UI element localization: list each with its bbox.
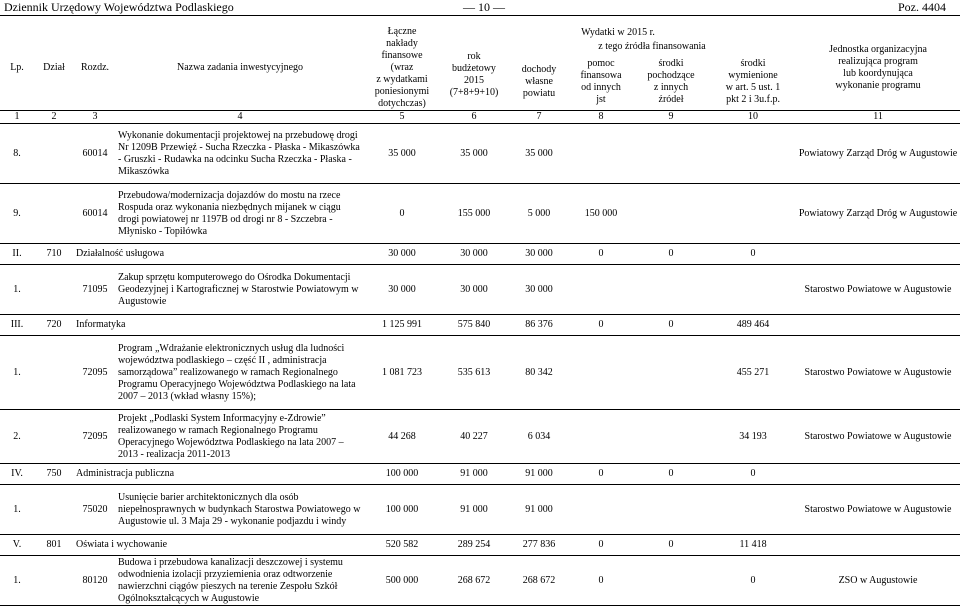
header-line: pkt 2 i 3u.f.p. <box>726 94 780 106</box>
position-number: Poz. 4404 <box>898 0 946 14</box>
amount-cell: 0 <box>632 464 710 485</box>
amount-cell: 268 672 <box>440 556 508 606</box>
header-srodki-wymienione <box>710 55 796 111</box>
table-row <box>0 265 960 315</box>
header-line: powiatu <box>522 88 556 100</box>
amount-cell: 1 125 991 <box>364 315 440 336</box>
header-line: lub koordynująca <box>843 68 913 79</box>
header-pomoc <box>570 55 632 111</box>
amount-cell: 277 836 <box>508 535 570 556</box>
amount-cell: 1 081 723 <box>364 336 440 410</box>
amount-cell: 80 342 <box>508 336 570 410</box>
header-line: jst <box>596 94 606 106</box>
section-title: Administracja publiczna <box>74 464 364 485</box>
header-line: poniesionymi <box>374 86 430 97</box>
header-rozdz: Rozdz. <box>80 62 110 73</box>
amount-cell: 35 000 <box>440 124 508 184</box>
header-line: nakłady <box>386 38 418 49</box>
amount-cell <box>632 485 710 535</box>
header-nazwa: Nazwa zadania inwestycyjnego <box>176 62 304 73</box>
header-dzial: Dział <box>43 62 65 73</box>
responsible-unit: Starostwo Powiatowe w Augustowie <box>796 336 960 410</box>
column-number: 1 <box>0 111 34 124</box>
row-dzial <box>34 336 74 410</box>
header-line: wykonanie programu <box>835 80 921 91</box>
row-dzial <box>34 485 74 535</box>
row-rozdz: 71095 <box>74 265 116 315</box>
header-line: pochodzące <box>647 70 695 82</box>
amount-cell: 0 <box>364 184 440 244</box>
responsible-unit: Powiatowy Zarząd Dróg w Augustowie <box>796 124 960 184</box>
amount-cell <box>710 485 796 535</box>
header-line: Jednostka organizacyjna <box>829 44 927 55</box>
task-name: Wykonanie dokumentacji projektowej na przebudowę drogi Nr 1209B Przewięź - Sucha Rzeczka - Płaska - Mikaszówka - Gruszki - Rudawka na odcinku Sucha Rzeczka - Płaska - Mikaszówka <box>116 124 364 184</box>
header-line: (wraz <box>390 62 414 73</box>
amount-cell: 575 840 <box>440 315 508 336</box>
header-srodki-pochodzace <box>632 55 710 111</box>
task-name: Zakup sprzętu komputerowego do Ośrodka Dokumentacji Geodezyjnej i Kartograficznej w Starostwie Powiatowym w Augustowie <box>116 265 364 315</box>
task-name: Budowa i przebudowa kanalizacji deszczowej i systemu odwodnienia izolacji przyziemienia oraz odtworzenie nawierzchni ciągów pieszych na terenie Zespołu Szkół Ogólnokształcących w Augustowie <box>116 556 364 606</box>
amount-cell: 30 000 <box>364 244 440 265</box>
header-rok <box>440 39 508 111</box>
amount-cell: 35 000 <box>364 124 440 184</box>
header-line: od innych <box>581 82 621 94</box>
header-line: wymienione <box>728 70 778 82</box>
responsible-unit <box>796 464 960 485</box>
amount-cell <box>570 410 632 464</box>
amount-cell: 455 271 <box>710 336 796 410</box>
table-row <box>0 485 960 535</box>
amount-cell: 5 000 <box>508 184 570 244</box>
amount-cell: 155 000 <box>440 184 508 244</box>
row-rozdz: 60014 <box>74 184 116 244</box>
task-name: Program „Wdrażanie elektronicznych usług dla ludności województwa podlaskiego – część II , administracja samorządowa” realizowanego w ramach Regionalnego Programu Operacyjnego Województwa Podlaskiego na lata 2007 – 2013 (wkład własny 15%); <box>116 336 364 410</box>
journal-title: Dziennik Urzędowy Województwa Podlaskiego <box>4 0 234 14</box>
responsible-unit: Starostwo Powiatowe w Augustowie <box>796 410 960 464</box>
amount-cell <box>632 556 710 606</box>
responsible-unit: Powiatowy Zarząd Dróg w Augustowie <box>796 184 960 244</box>
column-number: 8 <box>570 111 632 124</box>
column-number: 7 <box>508 111 570 124</box>
amount-cell: 91 000 <box>508 464 570 485</box>
table-row <box>0 184 960 244</box>
row-rozdz: 72095 <box>74 410 116 464</box>
task-name: Przebudowa/modernizacja dojazdów do mostu na rzece Rospuda oraz wykonania niezbędnych mijanek w ciągu drogi powiatowej nr 1197B od drogi nr 8 - Szczebra - Młynisko - Topiłówka <box>116 184 364 244</box>
amount-cell: 0 <box>570 464 632 485</box>
table-row <box>0 410 960 464</box>
amount-cell: 500 000 <box>364 556 440 606</box>
section-title: Oświata i wychowanie <box>74 535 364 556</box>
amount-cell <box>570 485 632 535</box>
amount-cell: 40 227 <box>440 410 508 464</box>
amount-cell: 0 <box>570 556 632 606</box>
responsible-unit: Starostwo Powiatowe w Augustowie <box>796 265 960 315</box>
amount-cell: 489 464 <box>710 315 796 336</box>
column-number: 9 <box>632 111 710 124</box>
amount-cell <box>710 265 796 315</box>
amount-cell <box>632 184 710 244</box>
responsible-unit: ZSO w Augustowie <box>796 556 960 606</box>
column-number: 5 <box>364 111 440 124</box>
row-dzial: 720 <box>34 315 74 336</box>
amount-cell: 30 000 <box>440 265 508 315</box>
amount-cell: 91 000 <box>440 464 508 485</box>
row-rozdz: 75020 <box>74 485 116 535</box>
amount-cell <box>710 124 796 184</box>
responsible-unit: Starostwo Powiatowe w Augustowie <box>796 485 960 535</box>
amount-cell: 0 <box>710 464 796 485</box>
task-name: Usunięcie barier architektonicznych dla osób niepełnosprawnych w budynkach Starostwa Powiatowego w Augustowie ul. 3 Maja 29 - wykonanie podjazdu i windy <box>116 485 364 535</box>
amount-cell <box>632 336 710 410</box>
header-line: 2015 <box>464 74 484 86</box>
amount-cell <box>570 336 632 410</box>
amount-cell: 0 <box>632 535 710 556</box>
row-lp: 1. <box>0 336 34 410</box>
amount-cell: 91 000 <box>508 485 570 535</box>
amount-cell <box>632 124 710 184</box>
header-line: (7+8+9+10) <box>449 86 499 98</box>
table-body <box>0 124 960 606</box>
row-dzial <box>34 124 74 184</box>
page-number: — 10 — <box>463 0 505 14</box>
row-dzial <box>34 556 74 606</box>
table-row <box>0 336 960 410</box>
amount-cell: 30 000 <box>508 244 570 265</box>
amount-cell: 34 193 <box>710 410 796 464</box>
row-dzial: 750 <box>34 464 74 485</box>
table-row <box>0 556 960 606</box>
amount-cell: 100 000 <box>364 464 440 485</box>
header-line: źródeł <box>658 94 684 106</box>
amount-cell <box>570 124 632 184</box>
header-line: rok <box>467 50 481 62</box>
amount-cell: 30 000 <box>440 244 508 265</box>
header-line: z innych <box>653 82 689 94</box>
header-line: realizująca program <box>838 56 918 67</box>
header-z-tego: z tego źródła finansowania <box>598 40 706 52</box>
header-line: pomoc <box>587 58 615 70</box>
column-numbers-row <box>0 111 960 124</box>
task-name: Projekt „Podlaski System Informacyjny e-Zdrowie” realizowanego w ramach Regionalnego Programu Operacyjnego Województwa Podlaskiego na lata 2007 – 2013 - realizacja 2011-2013 <box>116 410 364 464</box>
header-line: finansowa <box>580 70 622 82</box>
row-lp: 1. <box>0 265 34 315</box>
header-line: budżetowy <box>452 62 496 74</box>
amount-cell: 91 000 <box>440 485 508 535</box>
header-rule <box>0 15 960 16</box>
header-line: z wydatkami <box>376 74 428 85</box>
section-row <box>0 244 960 265</box>
row-rozdz: 80120 <box>74 556 116 606</box>
amount-cell <box>570 265 632 315</box>
amount-cell: 11 418 <box>710 535 796 556</box>
row-lp: V. <box>0 535 34 556</box>
amount-cell: 100 000 <box>364 485 440 535</box>
header-jednostka <box>796 26 960 111</box>
header-dochody <box>508 55 570 111</box>
investment-table <box>0 26 960 606</box>
header-line: środki <box>740 58 766 70</box>
amount-cell: 0 <box>632 244 710 265</box>
header-line: dotychczas) <box>378 98 426 109</box>
amount-cell: 0 <box>710 556 796 606</box>
section-title: Działalność usługowa <box>74 244 364 265</box>
amount-cell: 520 582 <box>364 535 440 556</box>
section-row <box>0 535 960 556</box>
header-line: własne <box>525 76 553 88</box>
amount-cell: 289 254 <box>440 535 508 556</box>
amount-cell: 35 000 <box>508 124 570 184</box>
column-number: 11 <box>796 111 960 124</box>
header-line: Łączne <box>387 26 417 37</box>
responsible-unit <box>796 315 960 336</box>
header-laczne <box>364 26 440 111</box>
column-number: 3 <box>74 111 116 124</box>
page-header <box>0 0 960 16</box>
section-title: Informatyka <box>74 315 364 336</box>
row-rozdz: 72095 <box>74 336 116 410</box>
amount-cell: 150 000 <box>570 184 632 244</box>
amount-cell: 0 <box>570 244 632 265</box>
row-lp: II. <box>0 244 34 265</box>
header-line: w art. 5 ust. 1 <box>725 82 781 94</box>
responsible-unit <box>796 535 960 556</box>
amount-cell: 86 376 <box>508 315 570 336</box>
amount-cell: 30 000 <box>508 265 570 315</box>
row-dzial <box>34 410 74 464</box>
row-lp: 1. <box>0 556 34 606</box>
row-dzial: 710 <box>34 244 74 265</box>
amount-cell: 0 <box>570 315 632 336</box>
row-lp: 8. <box>0 124 34 184</box>
amount-cell: 268 672 <box>508 556 570 606</box>
row-lp: 2. <box>0 410 34 464</box>
amount-cell <box>710 184 796 244</box>
responsible-unit <box>796 244 960 265</box>
table-header <box>0 26 960 124</box>
header-line: finansowe <box>381 50 423 61</box>
column-number: 4 <box>116 111 364 124</box>
section-row <box>0 464 960 485</box>
amount-cell: 6 034 <box>508 410 570 464</box>
header-wydatki: Wydatki w 2015 r. <box>581 26 655 38</box>
table-row <box>0 124 960 184</box>
amount-cell <box>632 410 710 464</box>
row-lp: 9. <box>0 184 34 244</box>
header-lp: Lp. <box>10 62 24 73</box>
row-lp: 1. <box>0 485 34 535</box>
amount-cell: 30 000 <box>364 265 440 315</box>
column-number: 2 <box>34 111 74 124</box>
header-line: dochody <box>521 64 557 76</box>
row-lp: III. <box>0 315 34 336</box>
row-lp: IV. <box>0 464 34 485</box>
row-dzial <box>34 184 74 244</box>
row-rozdz: 60014 <box>74 124 116 184</box>
column-number: 10 <box>710 111 796 124</box>
amount-cell: 0 <box>570 535 632 556</box>
amount-cell: 0 <box>632 315 710 336</box>
section-row <box>0 315 960 336</box>
amount-cell <box>632 265 710 315</box>
row-dzial <box>34 265 74 315</box>
amount-cell: 0 <box>710 244 796 265</box>
amount-cell: 535 613 <box>440 336 508 410</box>
row-dzial: 801 <box>34 535 74 556</box>
header-line: środki <box>658 58 684 70</box>
column-number: 6 <box>440 111 508 124</box>
amount-cell: 44 268 <box>364 410 440 464</box>
